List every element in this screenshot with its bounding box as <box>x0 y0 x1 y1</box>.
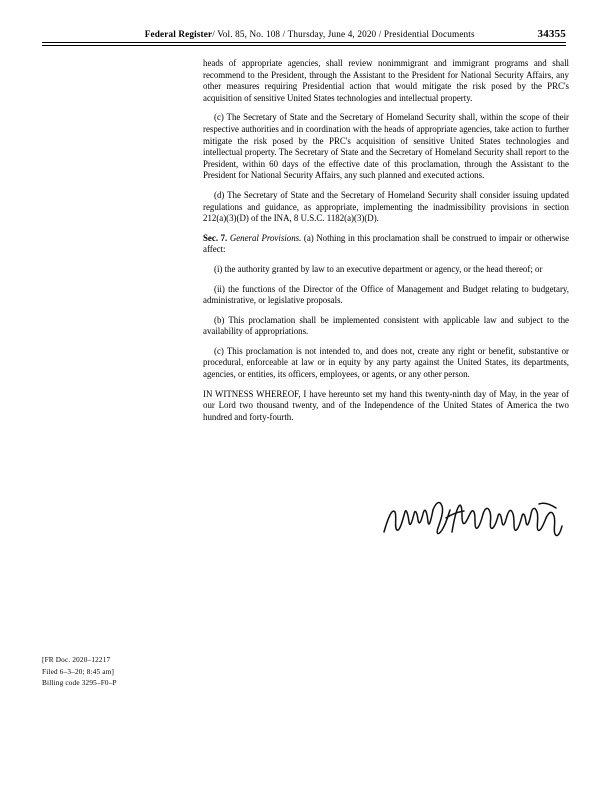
footer-line-doc-number: [FR Doc. 2020–12217 <box>42 656 111 664</box>
paragraph-continued: heads of appropriate agencies, shall review nonimmigrant and immigrant programs and shall recommend to the President, through the Assistant to the President for National Security Affairs, any other measures requiring Presidential action that would mitigate the risk posed by the PRC's acquisition of sensitive United States technologies and intellectual property. <box>203 58 569 103</box>
rule-thick <box>42 42 566 43</box>
paragraph-b-section7: (b) This proclamation shall be implemented consistent with applicable law and subject to the availability of appropriations. <box>203 314 569 337</box>
section7-text: (a) Nothing in this proclamation shall be construed to impair or otherwise affect: <box>203 232 570 255</box>
paragraph-i: (i) the authority granted by law to an executive department or agency, or the head thereof; or <box>214 263 543 274</box>
paragraph-section7 <box>203 233 569 256</box>
paragraph-ii: (ii) the functions of the Director of the Office of Management and Budget relating to budgetary, administrative, or legislative proposals. <box>203 283 569 306</box>
running-head <box>42 28 566 40</box>
footer-line-filed: Filed 6–3–20; 8:45 am] <box>42 667 115 676</box>
section-label: Sec. 7. <box>203 232 228 243</box>
page-number: 34355 <box>537 28 566 40</box>
document-footer <box>42 655 117 690</box>
running-head-citation <box>82 29 538 39</box>
paragraph-d-section6: (d) The Secretary of State and the Secretary of Homeland Security shall consider issuing updated regulations and guidance, as appropriate, implementing the inadmissibility provisions in section 212(a)(3)(D) of the INA, 8 U.S.C. 1182(a)(3)(D). <box>203 189 569 224</box>
body-column <box>203 58 569 423</box>
paragraph-c-section6: (c) The Secretary of State and the Secretary of Homeland Security shall, within the scope of their respective authorities and in coordination with the heads of appropriate agencies, take action to further mitigate the risk posed by the PRC's acquisition of sensitive United States technologies and intellectual property. The Secretary of State and the Secretary of Homeland Security shall report to the President, within 60 days of the effective date of this proclamation, through the Assistant to the President for National Security Affairs, any such planned and executed actions. <box>203 112 569 181</box>
footer-line-billing-code: Billing code 3295–F0–P <box>42 679 117 687</box>
publication-title: Federal Register <box>144 29 213 39</box>
header-rules <box>42 42 566 46</box>
signature-image <box>380 492 570 552</box>
paragraph-in-witness-whereof: IN WITNESS WHEREOF, I have hereunto set my hand this twenty-ninth day of May, in the year of our Lord two thousand twenty, and of the Independence of the United States of America the two hundred and forty-fourth. <box>203 388 569 422</box>
paragraph-c-section7: (c) This proclamation is not intended to, and does not, create any right or benefit, substantive or procedural, enforceable at law or in equity by any party against the United States, its departments, agencies, or entities, its officers, employees, or agents, or any other person. <box>203 345 569 380</box>
section-title: General Provisions. <box>229 232 302 243</box>
citation-text: / Vol. 85, No. 108 / Thursday, June 4, 2020 / Presidential Documents <box>212 29 475 39</box>
rule-thin <box>42 45 566 46</box>
